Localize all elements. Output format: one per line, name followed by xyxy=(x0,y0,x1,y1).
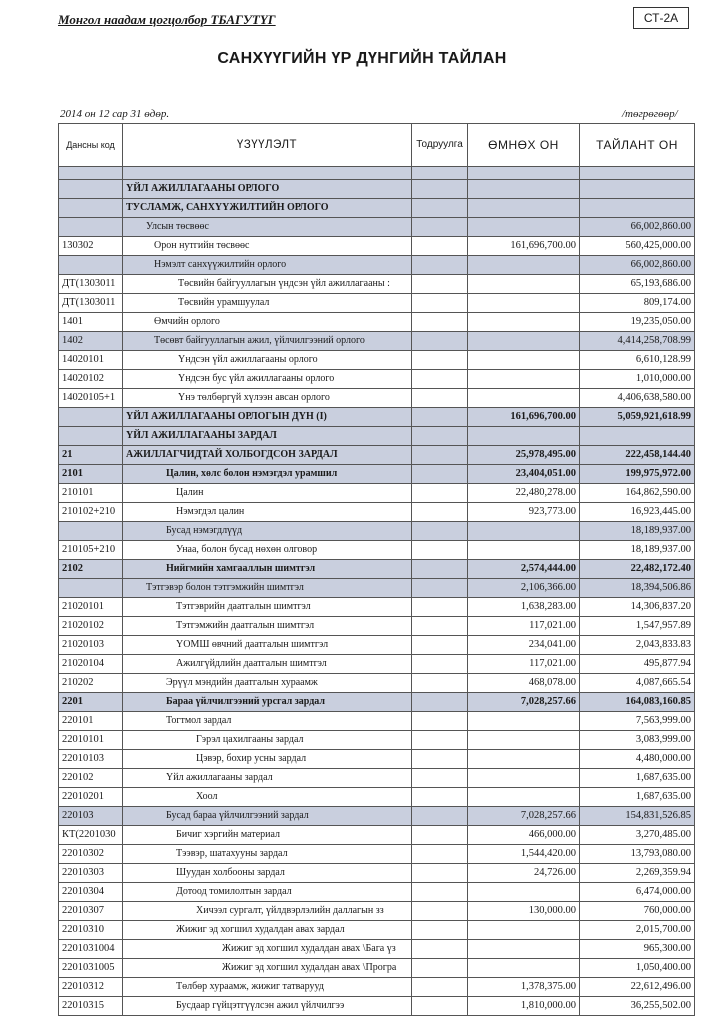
table-row xyxy=(59,389,695,408)
row-previous-value-cell xyxy=(468,370,580,389)
row-current-value-cell: 14,306,837.20 xyxy=(580,598,695,617)
row-note-cell xyxy=(412,845,468,864)
row-previous-value-cell xyxy=(468,313,580,332)
row-code-cell: 1401 xyxy=(59,313,123,332)
row-name-cell: Нэмэлт санхүүжилтийн орлого xyxy=(123,256,412,275)
row-code-cell: ДТ(1303011 xyxy=(59,275,123,294)
row-code-cell: 21020101 xyxy=(59,598,123,617)
table-row xyxy=(59,769,695,788)
row-current-value-cell: 809,174.00 xyxy=(580,294,695,313)
row-name-cell: Улсын төсвөөс xyxy=(123,218,412,237)
row-code-cell: 22010302 xyxy=(59,845,123,864)
row-note-cell xyxy=(412,167,468,180)
table-row xyxy=(59,275,695,294)
row-previous-value-cell xyxy=(468,788,580,807)
row-note-cell xyxy=(412,427,468,446)
row-previous-value-cell xyxy=(468,294,580,313)
row-note-cell xyxy=(412,180,468,199)
row-name-cell: Бусдаар гүйцэтгүүлсэн ажил үйлчилгээ xyxy=(123,997,412,1016)
row-previous-value-cell: 117,021.00 xyxy=(468,655,580,674)
row-code-cell: 1402 xyxy=(59,332,123,351)
row-code-cell: 22010312 xyxy=(59,978,123,997)
currency-unit: /төгрөгөөр/ xyxy=(622,108,678,120)
row-code-cell: 210202 xyxy=(59,674,123,693)
row-note-cell xyxy=(412,503,468,522)
row-current-value-cell: 2,043,833.83 xyxy=(580,636,695,655)
table-body xyxy=(59,167,695,1016)
row-note-cell xyxy=(412,731,468,750)
row-current-value-cell: 560,425,000.00 xyxy=(580,237,695,256)
row-note-cell xyxy=(412,807,468,826)
row-note-cell xyxy=(412,484,468,503)
row-name-cell: ҮЙЛ АЖИЛЛАГААНЫ ОРЛОГО xyxy=(123,180,412,199)
row-current-value-cell: 1,687,635.00 xyxy=(580,788,695,807)
row-previous-value-cell xyxy=(468,427,580,446)
row-code-cell: ДТ(1303011 xyxy=(59,294,123,313)
row-note-cell xyxy=(412,256,468,275)
row-note-cell xyxy=(412,560,468,579)
row-note-cell xyxy=(412,332,468,351)
row-current-value-cell: 36,255,502.00 xyxy=(580,997,695,1016)
row-note-cell xyxy=(412,541,468,560)
table-row xyxy=(59,978,695,997)
row-code-cell: 22010307 xyxy=(59,902,123,921)
table-row xyxy=(59,465,695,484)
row-current-value-cell: 66,002,860.00 xyxy=(580,218,695,237)
row-current-value-cell: 1,010,000.00 xyxy=(580,370,695,389)
row-note-cell xyxy=(412,313,468,332)
row-note-cell xyxy=(412,674,468,693)
row-name-cell: Тэтгэмжийн даатгалын шимтгэл xyxy=(123,617,412,636)
row-note-cell xyxy=(412,446,468,465)
row-previous-value-cell xyxy=(468,275,580,294)
row-current-value-cell: 3,270,485.00 xyxy=(580,826,695,845)
row-note-cell xyxy=(412,997,468,1016)
row-name-cell: Ажилгүйдлийн даатгалын шимтгэл xyxy=(123,655,412,674)
row-previous-value-cell: 923,773.00 xyxy=(468,503,580,522)
row-note-cell xyxy=(412,864,468,883)
table-row xyxy=(59,674,695,693)
column-header-name: ҮЗҮҮЛЭЛТ xyxy=(123,124,412,167)
row-code-cell: 14020105+1 xyxy=(59,389,123,408)
row-note-cell xyxy=(412,750,468,769)
row-name-cell: Бичиг хэргийн материал xyxy=(123,826,412,845)
row-name-cell: Бусад нэмэгдлүүд xyxy=(123,522,412,541)
row-code-cell xyxy=(59,218,123,237)
form-code-badge: СТ-2А xyxy=(633,7,689,29)
row-previous-value-cell xyxy=(468,883,580,902)
row-code-cell xyxy=(59,256,123,275)
row-note-cell xyxy=(412,598,468,617)
table-header-row xyxy=(59,124,695,167)
row-current-value-cell: 22,612,496.00 xyxy=(580,978,695,997)
row-previous-value-cell xyxy=(468,921,580,940)
row-previous-value-cell: 2,106,366.00 xyxy=(468,579,580,598)
column-header-code: Дансны код xyxy=(59,124,123,167)
table-row xyxy=(59,484,695,503)
table-row xyxy=(59,332,695,351)
row-previous-value-cell: 130,000.00 xyxy=(468,902,580,921)
row-name-cell: Жижиг эд хогшил худалдан авах \Бага үз xyxy=(123,940,412,959)
row-note-cell xyxy=(412,712,468,731)
row-current-value-cell: 154,831,526.85 xyxy=(580,807,695,826)
row-name-cell: ТУСЛАМЖ, САНХҮҮЖИЛТИЙН ОРЛОГО xyxy=(123,199,412,218)
row-current-value-cell: 3,083,999.00 xyxy=(580,731,695,750)
table-row xyxy=(59,959,695,978)
row-code-cell: 220103 xyxy=(59,807,123,826)
row-name-cell: Нэмэгдэл цалин xyxy=(123,503,412,522)
row-code-cell: 22010201 xyxy=(59,788,123,807)
table-row xyxy=(59,940,695,959)
row-note-cell xyxy=(412,351,468,370)
row-code-cell: 14020101 xyxy=(59,351,123,370)
row-name-cell: Дотоод томилолтын зардал xyxy=(123,883,412,902)
row-previous-value-cell: 234,041.00 xyxy=(468,636,580,655)
row-code-cell xyxy=(59,199,123,218)
row-current-value-cell: 18,189,937.00 xyxy=(580,522,695,541)
row-code-cell: 2201031004 xyxy=(59,940,123,959)
table-row xyxy=(59,503,695,522)
row-previous-value-cell: 117,021.00 xyxy=(468,617,580,636)
row-name-cell: Нийгмийн хамгааллын шимтгэл xyxy=(123,560,412,579)
row-current-value-cell: 199,975,972.00 xyxy=(580,465,695,484)
row-code-cell xyxy=(59,522,123,541)
row-note-cell xyxy=(412,788,468,807)
row-note-cell xyxy=(412,921,468,940)
table-row xyxy=(59,218,695,237)
row-note-cell xyxy=(412,978,468,997)
row-previous-value-cell xyxy=(468,167,580,180)
row-current-value-cell: 222,458,144.40 xyxy=(580,446,695,465)
row-previous-value-cell: 7,028,257.66 xyxy=(468,807,580,826)
row-name-cell: Эрүүл мэндийн даатгалын хураамж xyxy=(123,674,412,693)
table-row xyxy=(59,541,695,560)
row-code-cell: 22010103 xyxy=(59,750,123,769)
row-code-cell: 22010304 xyxy=(59,883,123,902)
row-previous-value-cell: 466,000.00 xyxy=(468,826,580,845)
row-code-cell: 21 xyxy=(59,446,123,465)
table-row xyxy=(59,731,695,750)
row-note-cell xyxy=(412,370,468,389)
row-current-value-cell: 965,300.00 xyxy=(580,940,695,959)
row-current-value-cell: 16,923,445.00 xyxy=(580,503,695,522)
column-header-note: Тодруулга xyxy=(412,124,468,167)
row-previous-value-cell: 161,696,700.00 xyxy=(468,408,580,427)
row-previous-value-cell: 22,480,278.00 xyxy=(468,484,580,503)
row-name-cell: Тэтгэврийн даатгалын шимтгэл xyxy=(123,598,412,617)
table-row xyxy=(59,636,695,655)
table-row xyxy=(59,883,695,902)
row-previous-value-cell: 7,028,257.66 xyxy=(468,693,580,712)
row-previous-value-cell: 24,726.00 xyxy=(468,864,580,883)
table-row xyxy=(59,167,695,180)
row-note-cell xyxy=(412,275,468,294)
row-previous-value-cell: 2,574,444.00 xyxy=(468,560,580,579)
table-row xyxy=(59,351,695,370)
row-name-cell: Тогтмол зардал xyxy=(123,712,412,731)
row-name-cell: Цалин xyxy=(123,484,412,503)
table-row xyxy=(59,598,695,617)
row-note-cell xyxy=(412,237,468,256)
row-note-cell xyxy=(412,199,468,218)
financial-results-table xyxy=(58,123,695,1016)
table-row xyxy=(59,807,695,826)
row-note-cell xyxy=(412,408,468,427)
row-code-cell: КТ(2201030 xyxy=(59,826,123,845)
table-row xyxy=(59,446,695,465)
row-current-value-cell: 13,793,080.00 xyxy=(580,845,695,864)
row-code-cell: 220102 xyxy=(59,769,123,788)
row-code-cell: 130302 xyxy=(59,237,123,256)
row-code-cell xyxy=(59,167,123,180)
row-name-cell: Гэрэл цахилгааны зардал xyxy=(123,731,412,750)
row-name-cell: Цалин, хөлс болон нэмэгдэл урамшил xyxy=(123,465,412,484)
row-note-cell xyxy=(412,826,468,845)
row-note-cell xyxy=(412,902,468,921)
row-current-value-cell: 1,547,957.89 xyxy=(580,617,695,636)
row-previous-value-cell xyxy=(468,522,580,541)
row-current-value-cell: 19,235,050.00 xyxy=(580,313,695,332)
table-row xyxy=(59,180,695,199)
table-row xyxy=(59,256,695,275)
table-row xyxy=(59,370,695,389)
row-previous-value-cell xyxy=(468,541,580,560)
row-code-cell: 14020102 xyxy=(59,370,123,389)
table-row xyxy=(59,845,695,864)
row-code-cell: 21020102 xyxy=(59,617,123,636)
row-code-cell: 2201 xyxy=(59,693,123,712)
table-row xyxy=(59,750,695,769)
row-current-value-cell xyxy=(580,199,695,218)
table-row xyxy=(59,294,695,313)
row-name-cell: Төсөвт байгууллагын ажил, үйлчилгээний орлого xyxy=(123,332,412,351)
row-current-value-cell: 6,610,128.99 xyxy=(580,351,695,370)
row-previous-value-cell: 468,078.00 xyxy=(468,674,580,693)
table-row xyxy=(59,579,695,598)
table-row xyxy=(59,997,695,1016)
row-previous-value-cell: 161,696,700.00 xyxy=(468,237,580,256)
report-date: 2014 он 12 сар 31 өдөр. xyxy=(60,108,170,120)
row-note-cell xyxy=(412,883,468,902)
row-previous-value-cell xyxy=(468,180,580,199)
row-code-cell xyxy=(59,180,123,199)
row-current-value-cell: 4,414,258,708.99 xyxy=(580,332,695,351)
row-current-value-cell: 495,877.94 xyxy=(580,655,695,674)
row-previous-value-cell xyxy=(468,712,580,731)
row-previous-value-cell xyxy=(468,959,580,978)
row-previous-value-cell: 1,638,283.00 xyxy=(468,598,580,617)
row-code-cell: 2201031005 xyxy=(59,959,123,978)
table-row xyxy=(59,617,695,636)
column-header-current-year: ТАЙЛАНТ ОН xyxy=(580,124,695,167)
table-row xyxy=(59,655,695,674)
table-row xyxy=(59,712,695,731)
table-row xyxy=(59,408,695,427)
row-name-cell: АЖИЛЛАГЧИДТАЙ ХОЛБОГДСОН ЗАРДАЛ xyxy=(123,446,412,465)
row-note-cell xyxy=(412,959,468,978)
table-row xyxy=(59,427,695,446)
row-code-cell: 210105+210 xyxy=(59,541,123,560)
row-previous-value-cell: 23,404,051.00 xyxy=(468,465,580,484)
row-name-cell: Өмчийн орлого xyxy=(123,313,412,332)
row-name-cell: Төлбөр хураамж, жижиг татварууд xyxy=(123,978,412,997)
row-previous-value-cell xyxy=(468,750,580,769)
row-current-value-cell: 2,269,359.94 xyxy=(580,864,695,883)
row-name-cell xyxy=(123,167,412,180)
row-current-value-cell: 4,087,665.54 xyxy=(580,674,695,693)
row-note-cell xyxy=(412,294,468,313)
row-code-cell: 2101 xyxy=(59,465,123,484)
table-row xyxy=(59,864,695,883)
table-row xyxy=(59,199,695,218)
row-current-value-cell: 18,189,937.00 xyxy=(580,541,695,560)
row-note-cell xyxy=(412,693,468,712)
row-note-cell xyxy=(412,465,468,484)
row-note-cell xyxy=(412,636,468,655)
row-current-value-cell: 760,000.00 xyxy=(580,902,695,921)
row-note-cell xyxy=(412,769,468,788)
table-row xyxy=(59,560,695,579)
row-current-value-cell: 5,059,921,618.99 xyxy=(580,408,695,427)
row-name-cell: Орон нутгийн төсвөөс xyxy=(123,237,412,256)
row-name-cell: ҮЙЛ АЖИЛЛАГААНЫ ЗАРДАЛ xyxy=(123,427,412,446)
row-name-cell: Төсвийн урамшуулал xyxy=(123,294,412,313)
row-previous-value-cell xyxy=(468,332,580,351)
row-current-value-cell xyxy=(580,427,695,446)
row-name-cell: Үндсэн үйл ажиллагааны орлого xyxy=(123,351,412,370)
row-current-value-cell xyxy=(580,180,695,199)
row-previous-value-cell xyxy=(468,731,580,750)
row-code-cell: 22010303 xyxy=(59,864,123,883)
table-row xyxy=(59,826,695,845)
row-name-cell: Төсвийн байгууллагын үндсэн үйл ажиллагааны : xyxy=(123,275,412,294)
row-code-cell: 21020103 xyxy=(59,636,123,655)
row-previous-value-cell xyxy=(468,769,580,788)
table-row xyxy=(59,522,695,541)
row-note-cell xyxy=(412,522,468,541)
row-note-cell xyxy=(412,218,468,237)
row-name-cell: Цэвэр, бохир усны зардал xyxy=(123,750,412,769)
row-name-cell: Бусад бараа үйлчилгээний зардал xyxy=(123,807,412,826)
table-row xyxy=(59,237,695,256)
row-code-cell: 22010315 xyxy=(59,997,123,1016)
row-current-value-cell: 6,474,000.00 xyxy=(580,883,695,902)
organization-name: Монгол наадам цогцолбор ТБАГУТҮГ xyxy=(58,12,276,27)
row-previous-value-cell: 1,378,375.00 xyxy=(468,978,580,997)
row-code-cell xyxy=(59,408,123,427)
row-code-cell xyxy=(59,579,123,598)
row-code-cell: 22010101 xyxy=(59,731,123,750)
row-code-cell xyxy=(59,427,123,446)
row-code-cell: 22010310 xyxy=(59,921,123,940)
row-name-cell: Жижиг эд хогшил худалдан авах \Програ xyxy=(123,959,412,978)
row-current-value-cell: 1,687,635.00 xyxy=(580,769,695,788)
row-current-value-cell: 2,015,700.00 xyxy=(580,921,695,940)
row-name-cell: Шуудан холбооны зардал xyxy=(123,864,412,883)
row-note-cell xyxy=(412,617,468,636)
row-current-value-cell: 7,563,999.00 xyxy=(580,712,695,731)
row-previous-value-cell xyxy=(468,389,580,408)
row-current-value-cell: 66,002,860.00 xyxy=(580,256,695,275)
row-note-cell xyxy=(412,940,468,959)
row-name-cell: Үнэ төлбөргүй хүлээн авсан орлого xyxy=(123,389,412,408)
row-note-cell xyxy=(412,655,468,674)
row-current-value-cell xyxy=(580,167,695,180)
row-name-cell: Хоол xyxy=(123,788,412,807)
row-current-value-cell: 65,193,686.00 xyxy=(580,275,695,294)
table-row xyxy=(59,921,695,940)
page-title: САНХҮҮГИЙН ҮР ДҮНГИЙН ТАЙЛАН xyxy=(217,50,507,67)
row-name-cell: Хичээл сургалт, үйлдвэрлэлийн даллагын зз xyxy=(123,902,412,921)
row-previous-value-cell xyxy=(468,256,580,275)
row-note-cell xyxy=(412,579,468,598)
row-previous-value-cell xyxy=(468,940,580,959)
row-previous-value-cell xyxy=(468,199,580,218)
row-previous-value-cell xyxy=(468,351,580,370)
row-name-cell: Унаа, болон бусад нөхөн олговор xyxy=(123,541,412,560)
row-name-cell: Үндсэн бус үйл ажиллагааны орлого xyxy=(123,370,412,389)
row-current-value-cell: 22,482,172.40 xyxy=(580,560,695,579)
row-current-value-cell: 4,406,638,580.00 xyxy=(580,389,695,408)
table-row xyxy=(59,313,695,332)
row-previous-value-cell: 1,810,000.00 xyxy=(468,997,580,1016)
row-previous-value-cell xyxy=(468,218,580,237)
row-name-cell: Тээвэр, шатахууны зардал xyxy=(123,845,412,864)
table-row xyxy=(59,693,695,712)
row-current-value-cell: 1,050,400.00 xyxy=(580,959,695,978)
row-previous-value-cell: 25,978,495.00 xyxy=(468,446,580,465)
row-code-cell: 220101 xyxy=(59,712,123,731)
row-previous-value-cell: 1,544,420.00 xyxy=(468,845,580,864)
row-code-cell: 2102 xyxy=(59,560,123,579)
row-code-cell: 210102+210 xyxy=(59,503,123,522)
table-row xyxy=(59,788,695,807)
row-name-cell: ҮЙЛ АЖИЛЛАГААНЫ ОРЛОГЫН ДҮН (I) xyxy=(123,408,412,427)
table-row xyxy=(59,902,695,921)
row-current-value-cell: 164,083,160.85 xyxy=(580,693,695,712)
row-code-cell: 210101 xyxy=(59,484,123,503)
row-name-cell: Жижиг эд хогшил худалдан авах зардал xyxy=(123,921,412,940)
row-current-value-cell: 4,480,000.00 xyxy=(580,750,695,769)
row-current-value-cell: 164,862,590.00 xyxy=(580,484,695,503)
column-header-previous-year: ӨМНӨХ ОН xyxy=(468,124,580,167)
row-code-cell: 21020104 xyxy=(59,655,123,674)
row-current-value-cell: 18,394,506.86 xyxy=(580,579,695,598)
row-name-cell: Бараа үйлчилгээний урсгал зардал xyxy=(123,693,412,712)
row-name-cell: Тэтгэвэр болон тэтгэмжийн шимтгэл xyxy=(123,579,412,598)
row-name-cell: ҮОМШ өвчний даатгалын шимтгэл xyxy=(123,636,412,655)
row-note-cell xyxy=(412,389,468,408)
row-name-cell: Үйл ажиллагааны зардал xyxy=(123,769,412,788)
